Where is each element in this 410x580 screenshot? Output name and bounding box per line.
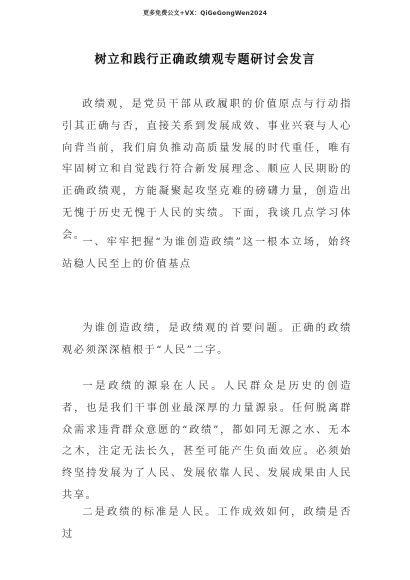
section-heading-1 (62, 232, 352, 276)
paragraph-text: 政绩观，是党员干部从政履职的价值原点与行动指引其正确与否，直接关系到发展成效、事业兴衰与人心向背当前，我们肩负推动高质量发展的时代重任，唯有牢固树立和自觉践行符合新发展理念、顺应人民期盼的正确政绩观，方能凝聚起攻坚克难的磅礴力量，创造出无愧于历史无愧于人民的实绩。下面，我谈几点学习体会。 (62, 99, 352, 241)
document-title: 树立和践行正确政绩观专题研讨会发言 (94, 52, 316, 66)
body-paragraph (62, 376, 352, 507)
paragraph-text: 二是政绩的标准是人民。工作成效如何，政绩是否过 (62, 507, 352, 540)
paragraph-text: 一是政绩的源泉在人民。人民群众是历史的创造者，也是我们干事创业最深厚的力量源泉。任何脱离群众需求违背群众意愿的“政绩”，都如同无源之水、无本之木，注定无法长久，甚至可能产生负面效应。必须始终坚持发展为了人民、发展依靠人民、发展成果由人民共享。 (62, 381, 352, 501)
body-paragraph (62, 318, 352, 362)
paragraph-text: 一、牢牢把握“为谁创造政绩”这一根本立场，始终站稳人民至上的价值基点 (62, 237, 352, 270)
header-note: 更多免费公文+VX：QiGeGongWen2024 (142, 10, 267, 17)
body-paragraph (62, 502, 352, 546)
body-paragraph-intro (62, 94, 352, 247)
paragraph-text: 为谁创造政绩，是政绩观的首要问题。正确的政绩观必须深深植根于“人民”二字。 (62, 323, 352, 356)
